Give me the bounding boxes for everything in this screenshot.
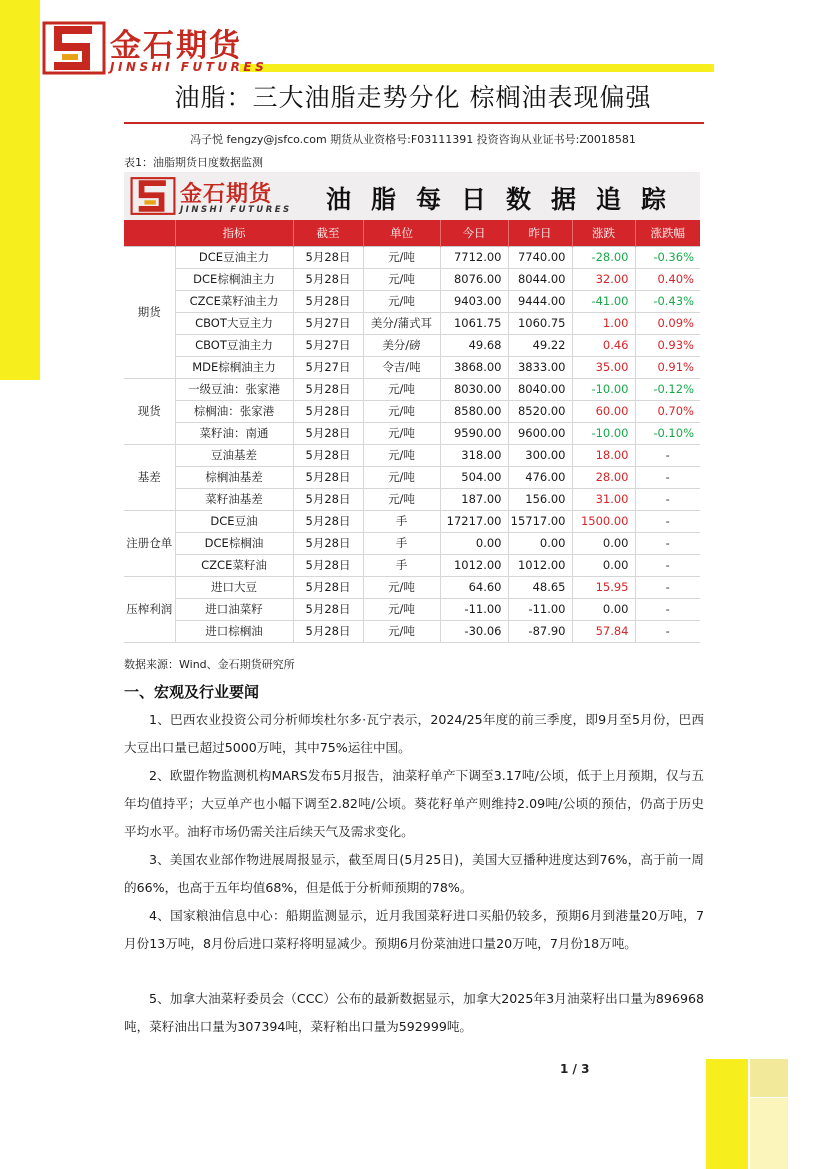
table-header-row — [124, 220, 700, 246]
unit-cell: 元/吨 — [363, 422, 440, 444]
unit-cell: 令吉/吨 — [363, 356, 440, 378]
change-cell: 1.00 — [572, 312, 635, 334]
header-yesterday: 昨日 — [508, 220, 572, 246]
data-source: 数据来源：Wind、金石期货研究所 — [124, 658, 295, 671]
unit-cell: 手 — [363, 510, 440, 532]
unit-cell: 元/吨 — [363, 620, 440, 642]
corner-deco-square — [706, 1059, 748, 1101]
change-pct-cell: 0.91% — [635, 356, 700, 378]
news-paragraph-5: 5、加拿大油菜籽委员会（CCC）公布的最新数据显示，加拿大2025年3月油菜籽出口量为896968吨，菜籽油出口量为307394吨，菜籽粕出口量为592999吨。 — [124, 991, 704, 1034]
change-pct-cell: -0.36% — [635, 246, 700, 268]
indicator-cell: CBOT大豆主力 — [175, 312, 293, 334]
unit-cell: 元/吨 — [363, 246, 440, 268]
table-row — [124, 290, 700, 312]
change-pct-cell: - — [635, 554, 700, 576]
category-cell: 压榨利润 — [124, 576, 175, 642]
oil-data-table — [124, 172, 700, 643]
unit-cell: 元/吨 — [363, 466, 440, 488]
header-date: 截至 — [293, 220, 363, 246]
unit-cell: 元/吨 — [363, 268, 440, 290]
indicator-cell: DCE豆油 — [175, 510, 293, 532]
table-row — [124, 268, 700, 290]
indicator-cell: CZCE菜籽油主力 — [175, 290, 293, 312]
change-cell: 0.00 — [572, 598, 635, 620]
unit-cell: 元/吨 — [363, 400, 440, 422]
today-cell: 3868.00 — [440, 356, 508, 378]
unit-cell: 元/吨 — [363, 598, 440, 620]
yesterday-cell: 1060.75 — [508, 312, 572, 334]
change-pct-cell: - — [635, 576, 700, 598]
date-cell: 5月27日 — [293, 334, 363, 356]
date-cell: 5月28日 — [293, 444, 363, 466]
date-cell: 5月28日 — [293, 554, 363, 576]
change-cell: 60.00 — [572, 400, 635, 422]
change-pct-cell: - — [635, 510, 700, 532]
date-cell: 5月27日 — [293, 312, 363, 334]
yesterday-cell: 8044.00 — [508, 268, 572, 290]
date-cell: 5月28日 — [293, 378, 363, 400]
jinshi-logo-icon — [42, 20, 106, 76]
table-row — [124, 620, 700, 642]
today-cell: 49.68 — [440, 334, 508, 356]
change-cell: -41.00 — [572, 290, 635, 312]
change-cell: 1500.00 — [572, 510, 635, 532]
change-pct-cell: 0.93% — [635, 334, 700, 356]
unit-cell: 元/吨 — [363, 488, 440, 510]
unit-cell: 元/吨 — [363, 444, 440, 466]
logo-chinese-name: 金石期货 — [110, 28, 242, 64]
date-cell: 5月28日 — [293, 598, 363, 620]
header-blank — [124, 220, 175, 246]
today-cell: -30.06 — [440, 620, 508, 642]
change-pct-cell: - — [635, 598, 700, 620]
indicator-cell: 棕榈油：张家港 — [175, 400, 293, 422]
table-row — [124, 400, 700, 422]
today-cell: 8030.00 — [440, 378, 508, 400]
yesterday-cell: 3833.00 — [508, 356, 572, 378]
today-cell: 9403.00 — [440, 290, 508, 312]
table-row — [124, 488, 700, 510]
date-cell: 5月28日 — [293, 400, 363, 422]
date-cell: 5月28日 — [293, 488, 363, 510]
yesterday-cell: 8520.00 — [508, 400, 572, 422]
category-cell: 注册仓单 — [124, 510, 175, 576]
date-cell: 5月28日 — [293, 268, 363, 290]
yesterday-cell: 156.00 — [508, 488, 572, 510]
change-pct-cell: 0.70% — [635, 400, 700, 422]
change-cell: 31.00 — [572, 488, 635, 510]
author-line: 冯子悦 fengzy@jsfco.com 期货从业资格号:F03111391 投资咨询从业证书号:Z0018581 — [190, 133, 636, 146]
change-pct-cell: -0.12% — [635, 378, 700, 400]
date-cell: 5月27日 — [293, 356, 363, 378]
news-paragraph-1: 1、巴西农业投资公司分析师埃杜尔多·瓦宁表示，2024/25年度的前三季度，即9月至5月份，巴西大豆出口量已超过5000万吨，其中75%运往中国。 — [124, 712, 704, 755]
change-cell: -10.00 — [572, 378, 635, 400]
today-cell: 318.00 — [440, 444, 508, 466]
date-cell: 5月28日 — [293, 246, 363, 268]
banner-logo-chinese: 金石期货 — [180, 182, 273, 207]
indicator-cell: 进口棕榈油 — [175, 620, 293, 642]
today-cell: 504.00 — [440, 466, 508, 488]
yesterday-cell: -87.90 — [508, 620, 572, 642]
change-pct-cell: - — [635, 466, 700, 488]
change-pct-cell: 0.40% — [635, 268, 700, 290]
news-paragraph-3: 3、美国农业部作物进展周报显示，截至周日(5月25日)，美国大豆播种进度达到76%，高于前一周的66%，也高于五年均值68%，但是低于分析师预期的78%。 — [124, 852, 704, 895]
banner-logo — [130, 176, 310, 216]
indicator-cell: DCE棕榈油主力 — [175, 268, 293, 290]
indicator-cell: 豆油基差 — [175, 444, 293, 466]
unit-cell: 手 — [363, 554, 440, 576]
table-row — [124, 378, 700, 400]
yesterday-cell: 0.00 — [508, 532, 572, 554]
indicator-cell: 进口大豆 — [175, 576, 293, 598]
table-body — [124, 246, 700, 642]
table-row — [124, 576, 700, 598]
indicator-cell: CZCE菜籽油 — [175, 554, 293, 576]
change-cell: 28.00 — [572, 466, 635, 488]
change-cell: -28.00 — [572, 246, 635, 268]
change-cell: 57.84 — [572, 620, 635, 642]
change-cell: 32.00 — [572, 268, 635, 290]
indicator-cell: DCE棕榈油 — [175, 532, 293, 554]
table-row — [124, 334, 700, 356]
yesterday-cell: -11.00 — [508, 598, 572, 620]
today-cell: 8076.00 — [440, 268, 508, 290]
indicator-cell: MDE棕榈油主力 — [175, 356, 293, 378]
table-row — [124, 422, 700, 444]
jinshi-logo-icon — [130, 176, 176, 216]
yesterday-cell: 7740.00 — [508, 246, 572, 268]
change-cell: 18.00 — [572, 444, 635, 466]
change-cell: 15.95 — [572, 576, 635, 598]
table-row — [124, 554, 700, 576]
indicator-cell: DCE豆油主力 — [175, 246, 293, 268]
table-row — [124, 246, 700, 268]
unit-cell: 手 — [363, 532, 440, 554]
indicator-cell: 进口油菜籽 — [175, 598, 293, 620]
date-cell: 5月28日 — [293, 620, 363, 642]
yesterday-cell: 49.22 — [508, 334, 572, 356]
indicator-cell: 菜籽油：南通 — [175, 422, 293, 444]
change-cell: 0.00 — [572, 554, 635, 576]
today-cell: -11.00 — [440, 598, 508, 620]
change-pct-cell: -0.43% — [635, 290, 700, 312]
change-cell: 0.00 — [572, 532, 635, 554]
logo-english-name: JINSHI FUTURES — [110, 60, 268, 74]
yesterday-cell: 15717.00 — [508, 510, 572, 532]
corner-deco-square — [706, 1100, 748, 1169]
today-cell: 64.60 — [440, 576, 508, 598]
change-cell: -10.00 — [572, 422, 635, 444]
yesterday-cell: 9444.00 — [508, 290, 572, 312]
yesterday-cell: 48.65 — [508, 576, 572, 598]
left-yellow-bar — [0, 0, 40, 380]
today-cell: 0.00 — [440, 532, 508, 554]
banner-title: 油脂每日数据追踪 — [325, 185, 686, 214]
today-cell: 9590.00 — [440, 422, 508, 444]
header-indicator: 指标 — [175, 220, 293, 246]
today-cell: 7712.00 — [440, 246, 508, 268]
category-cell: 基差 — [124, 444, 175, 510]
header-yellow-bar — [240, 64, 714, 72]
change-cell: 35.00 — [572, 356, 635, 378]
yesterday-cell: 8040.00 — [508, 378, 572, 400]
yesterday-cell: 300.00 — [508, 444, 572, 466]
section-heading: 一、宏观及行业要闻 — [124, 683, 260, 701]
indicator-cell: 一级豆油：张家港 — [175, 378, 293, 400]
table-banner — [124, 172, 700, 220]
change-pct-cell: - — [635, 488, 700, 510]
change-cell: 0.46 — [572, 334, 635, 356]
category-cell: 现货 — [124, 378, 175, 444]
header-change: 涨跌 — [572, 220, 635, 246]
yesterday-cell: 9600.00 — [508, 422, 572, 444]
page-title: 油脂：三大油脂走势分化 棕榈油表现偏强 — [174, 83, 652, 112]
today-cell: 1061.75 — [440, 312, 508, 334]
company-logo — [42, 20, 268, 76]
table-row — [124, 510, 700, 532]
corner-deco-square — [750, 1059, 788, 1097]
date-cell: 5月28日 — [293, 510, 363, 532]
unit-cell: 美分/磅 — [363, 334, 440, 356]
table-caption: 表1：油脂期货日度数据监测 — [124, 156, 263, 169]
title-divider — [124, 122, 704, 124]
change-pct-cell: 0.09% — [635, 312, 700, 334]
date-cell: 5月28日 — [293, 532, 363, 554]
table-row — [124, 444, 700, 466]
date-cell: 5月28日 — [293, 466, 363, 488]
corner-deco-square — [750, 1098, 788, 1169]
unit-cell: 元/吨 — [363, 576, 440, 598]
change-pct-cell: - — [635, 444, 700, 466]
date-cell: 5月28日 — [293, 290, 363, 312]
yesterday-cell: 476.00 — [508, 466, 572, 488]
page-number: 1 / 3 — [560, 1062, 590, 1076]
header-change-pct: 涨跌幅 — [635, 220, 700, 246]
indicator-cell: 菜籽油基差 — [175, 488, 293, 510]
today-cell: 17217.00 — [440, 510, 508, 532]
indicator-cell: CBOT豆油主力 — [175, 334, 293, 356]
change-pct-cell: -0.10% — [635, 422, 700, 444]
unit-cell: 美分/蒲式耳 — [363, 312, 440, 334]
category-cell: 期货 — [124, 246, 175, 378]
change-pct-cell: - — [635, 620, 700, 642]
news-paragraph-2: 2、欧盟作物监测机构MARS发布5月报告，油菜籽单产下调至3.17吨/公顷，低于上月预期，仅与五年均值持平；大豆单产也小幅下调至2.82吨/公顷。葵花籽单产则维持2.09吨/公顷的预估，仍高于历史平均水平。油籽市场仍需关注后续天气及需求变化。 — [124, 768, 704, 839]
today-cell: 1012.00 — [440, 554, 508, 576]
table-row — [124, 312, 700, 334]
table-row — [124, 466, 700, 488]
table-row — [124, 532, 700, 554]
unit-cell: 元/吨 — [363, 290, 440, 312]
indicator-cell: 棕榈油基差 — [175, 466, 293, 488]
table-row — [124, 356, 700, 378]
change-pct-cell: - — [635, 532, 700, 554]
date-cell: 5月28日 — [293, 576, 363, 598]
today-cell: 187.00 — [440, 488, 508, 510]
table-row — [124, 598, 700, 620]
date-cell: 5月28日 — [293, 422, 363, 444]
yesterday-cell: 1012.00 — [508, 554, 572, 576]
banner-logo-english: JINSHI FUTURES — [180, 205, 292, 215]
today-cell: 8580.00 — [440, 400, 508, 422]
news-paragraph-4: 4、国家粮油信息中心：船期监测显示，近月我国菜籽进口买船仍较多，预期6月到港量20万吨，7月份13万吨，8月份后进口菜籽将明显减少。预期6月份菜油进口量20万吨，7月份18万吨。 — [124, 908, 704, 951]
header-today: 今日 — [440, 220, 508, 246]
unit-cell: 元/吨 — [363, 378, 440, 400]
header-unit: 单位 — [363, 220, 440, 246]
